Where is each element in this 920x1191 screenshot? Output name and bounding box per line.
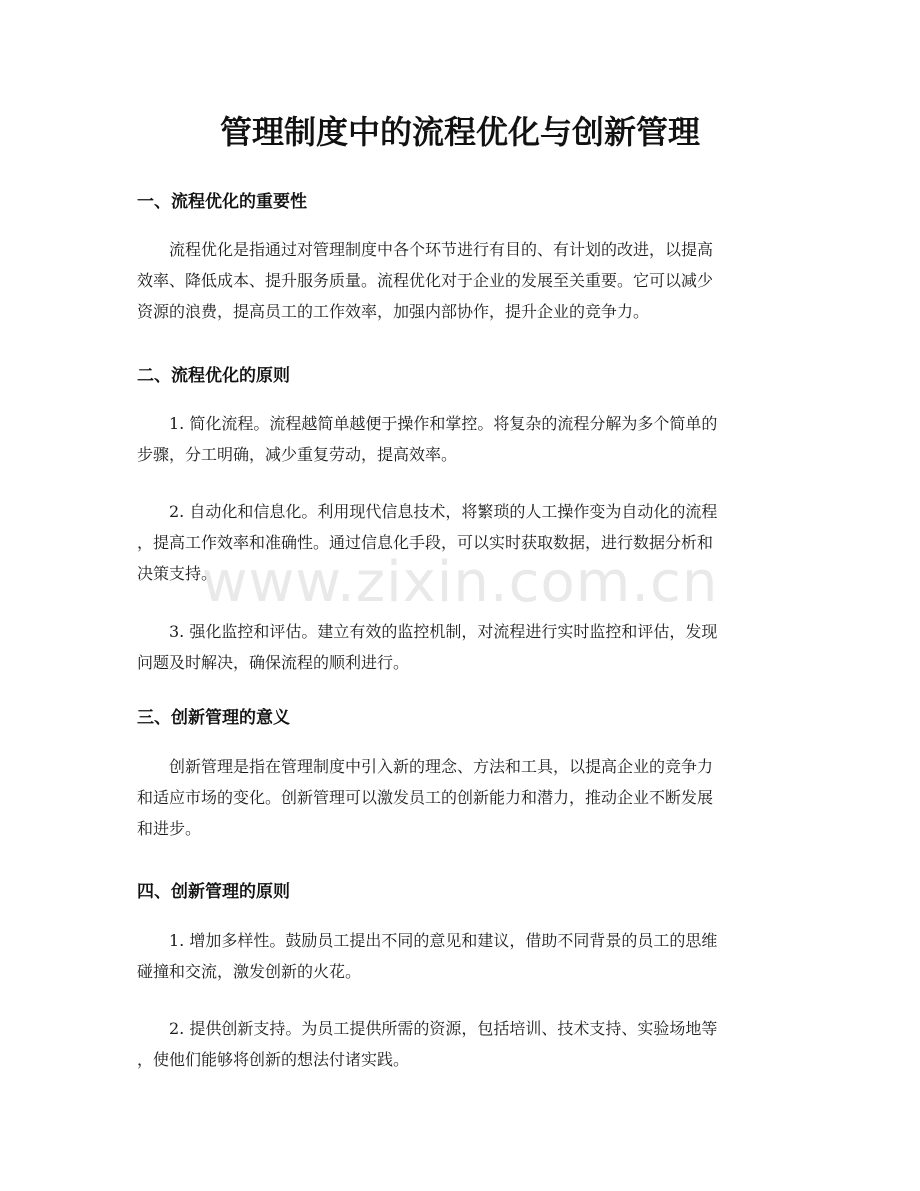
paragraph-line: 创新管理是指在管理制度中引入新的理念、方法和工具，以提高企业的竞争力: [169, 757, 714, 776]
section-paragraph: [137, 234, 797, 327]
section-paragraph: [137, 1013, 797, 1075]
section-heading: 四、创新管理的原则: [137, 882, 290, 902]
paragraph-line: 决策支持。: [137, 564, 218, 583]
paragraph-line: 1. 增加多样性。鼓励员工提出不同的意见和建议，借助不同背景的员工的思维: [169, 931, 718, 950]
paragraph-line: 1. 简化流程。流程越简单越便于操作和掌控。将复杂的流程分解为多个简单的: [169, 414, 718, 433]
document-title: 管理制度中的流程优化与创新管理: [219, 113, 700, 151]
paragraph-line: 步骤，分工明确，减少重复劳动，提高效率。: [137, 445, 458, 464]
paragraph-line: 和进步。: [137, 819, 202, 838]
paragraph-line: 2. 自动化和信息化。利用现代信息技术，将繁琐的人工操作变为自动化的流程: [169, 502, 718, 521]
paragraph-line: ，使他们能够将创新的想法付诸实践。: [137, 1050, 410, 1069]
section-heading: 一、流程优化的重要性: [137, 192, 307, 212]
section-heading: 二、流程优化的原则: [137, 366, 290, 386]
section-paragraph: [137, 751, 797, 844]
section-paragraph: [137, 925, 797, 987]
section-paragraph: [137, 496, 797, 589]
paragraph-line: 问题及时解决，确保流程的顺利进行。: [137, 653, 410, 672]
watermark: www.zixin.com.cn: [201, 550, 719, 615]
paragraph-line: 和适应市场的变化。创新管理可以激发员工的创新能力和潜力，推动企业不断发展: [137, 788, 714, 807]
section-paragraph: [137, 408, 797, 470]
paragraph-line: 资源的浪费，提高员工的工作效率，加强内部协作，提升企业的竞争力。: [137, 302, 650, 321]
paragraph-line: ，提高工作效率和准确性。通过信息化手段，可以实时获取数据，进行数据分析和: [137, 533, 714, 552]
paragraph-line: 3. 强化监控和评估。建立有效的监控机制，对流程进行实时监控和评估，发现: [169, 622, 718, 641]
paragraph-line: 2. 提供创新支持。为员工提供所需的资源，包括培训、技术支持、实验场地等: [169, 1019, 718, 1038]
paragraph-line: 流程优化是指通过对管理制度中各个环节进行有目的、有计划的改进，以提高: [169, 240, 714, 259]
section-heading: 三、创新管理的意义: [137, 708, 290, 728]
paragraph-line: 碰撞和交流，激发创新的火花。: [137, 962, 362, 981]
section-paragraph: [137, 616, 797, 678]
paragraph-line: 效率、降低成本、提升服务质量。流程优化对于企业的发展至关重要。它可以减少: [137, 271, 714, 290]
